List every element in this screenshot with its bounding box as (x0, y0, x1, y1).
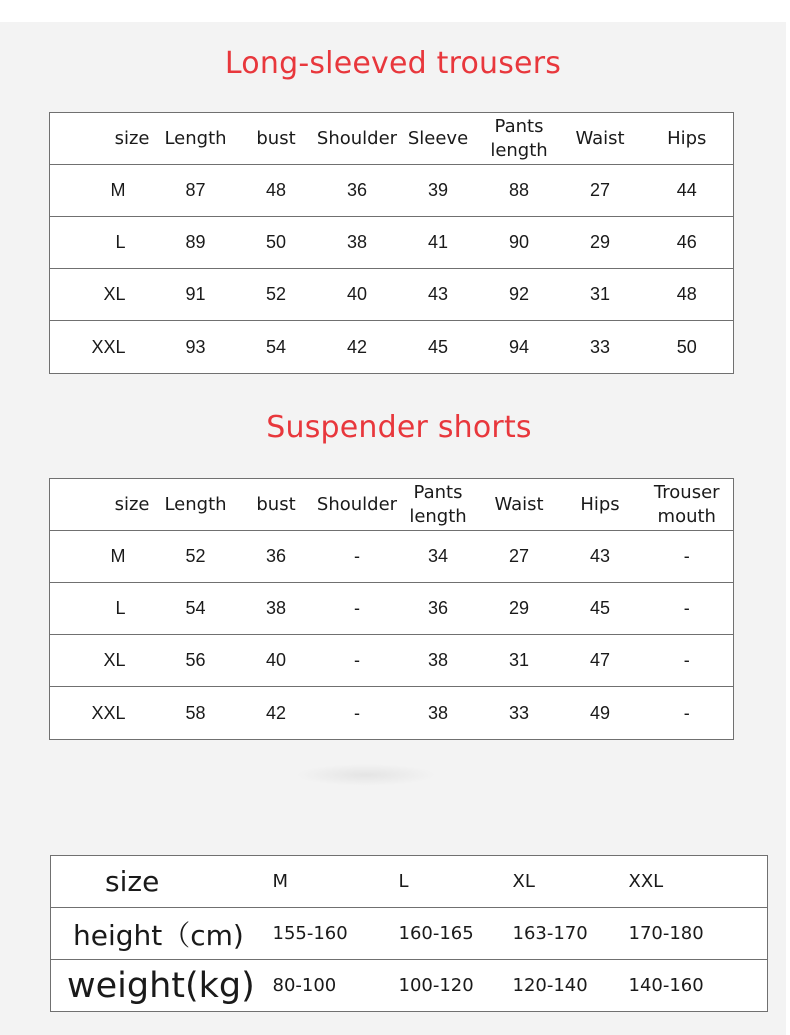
measurement-cell: 40 (317, 269, 398, 321)
shorts-title: Suspender shorts (266, 410, 532, 445)
measurement-cell: 43 (560, 531, 641, 583)
fit-label-size: size (51, 856, 273, 908)
header-pants-length (479, 113, 560, 165)
measurement-cell: 92 (479, 269, 560, 321)
size-cell: XXL (50, 687, 156, 740)
measurement-cell: 50 (236, 217, 317, 269)
measurement-cell: 52 (236, 269, 317, 321)
fit-label-weight: weight(kg) (51, 960, 273, 1012)
measurement-cell: 91 (156, 269, 236, 321)
header-bust: bust (236, 479, 317, 531)
table-row (50, 583, 734, 635)
shorts-body (50, 531, 734, 740)
measurement-cell: 94 (479, 321, 560, 374)
measurement-cell: 54 (156, 583, 236, 635)
size-cell: XL (50, 635, 156, 687)
size-cell: XXL (50, 321, 156, 374)
header-shoulder: Shoulder (317, 479, 398, 531)
table-row (50, 635, 734, 687)
header-trouser-mouth-text: Trouser mouth (653, 481, 720, 527)
table-row (50, 217, 734, 269)
measurement-cell: 38 (398, 635, 479, 687)
table-header-row (50, 113, 734, 165)
fit-weight-xl: 120-140 (513, 960, 629, 1012)
measurement-cell: - (317, 635, 398, 687)
header-hips: Hips (641, 113, 734, 165)
measurement-cell: 49 (560, 687, 641, 740)
table-header-row (50, 479, 734, 531)
header-waist: Waist (479, 479, 560, 531)
fit-weight-l: 100-120 (399, 960, 513, 1012)
trousers-size-table (49, 112, 734, 374)
measurement-cell: - (317, 531, 398, 583)
header-pants-length-text: Pants length (409, 481, 467, 527)
header-hips: Hips (560, 479, 641, 531)
measurement-cell: 88 (479, 165, 560, 217)
header-pants-length-text: Pants length (490, 115, 548, 161)
fit-size-xl: XL (513, 856, 629, 908)
table-row (50, 531, 734, 583)
fit-size-l: L (399, 856, 513, 908)
measurement-cell: 27 (560, 165, 641, 217)
measurement-cell: 44 (641, 165, 734, 217)
measurement-cell: 48 (236, 165, 317, 217)
fit-height-xl: 163-170 (513, 908, 629, 960)
measurement-cell: - (641, 531, 734, 583)
measurement-cell: 36 (317, 165, 398, 217)
table-row (50, 165, 734, 217)
measurement-cell: 42 (236, 687, 317, 740)
measurement-cell: 42 (317, 321, 398, 374)
measurement-cell: 41 (398, 217, 479, 269)
measurement-cell: - (641, 687, 734, 740)
measurement-cell: - (317, 687, 398, 740)
measurement-cell: 29 (560, 217, 641, 269)
measurement-cell: 48 (641, 269, 734, 321)
measurement-cell: 34 (398, 531, 479, 583)
measurement-cell: 33 (479, 687, 560, 740)
trousers-title: Long-sleeved trousers (224, 46, 562, 81)
fit-row-size (51, 856, 768, 908)
table-row (50, 687, 734, 740)
blurred-watermark (296, 764, 436, 786)
measurement-cell: 29 (479, 583, 560, 635)
measurement-cell: - (317, 583, 398, 635)
measurement-cell: 45 (398, 321, 479, 374)
size-cell: M (50, 165, 156, 217)
table-row (50, 269, 734, 321)
measurement-cell: 89 (156, 217, 236, 269)
measurement-cell: 38 (317, 217, 398, 269)
shorts-size-table (49, 478, 734, 740)
header-size: size (50, 479, 156, 531)
size-cell: L (50, 217, 156, 269)
header-waist: Waist (560, 113, 641, 165)
measurement-cell: 50 (641, 321, 734, 374)
fit-row-weight (51, 960, 768, 1012)
measurement-cell: 58 (156, 687, 236, 740)
fit-weight-m: 80-100 (273, 960, 399, 1012)
measurement-cell: 52 (156, 531, 236, 583)
header-size: size (50, 113, 156, 165)
fit-height-xxl: 170-180 (629, 908, 768, 960)
measurement-cell: - (641, 635, 734, 687)
measurement-cell: 31 (479, 635, 560, 687)
size-cell: XL (50, 269, 156, 321)
trousers-body (50, 165, 734, 374)
size-cell: M (50, 531, 156, 583)
measurement-cell: 31 (560, 269, 641, 321)
fit-label-height: height（cm) (51, 908, 273, 960)
table-row (50, 321, 734, 374)
measurement-cell: 33 (560, 321, 641, 374)
measurement-cell: 38 (398, 687, 479, 740)
header-trouser-mouth (641, 479, 734, 531)
measurement-cell: 39 (398, 165, 479, 217)
header-pants-length (398, 479, 479, 531)
measurement-cell: 47 (560, 635, 641, 687)
measurement-cell: 40 (236, 635, 317, 687)
header-sleeve: Sleeve (398, 113, 479, 165)
measurement-cell: 36 (398, 583, 479, 635)
measurement-cell: 36 (236, 531, 317, 583)
measurement-cell: 45 (560, 583, 641, 635)
header-length: Length (156, 113, 236, 165)
measurement-cell: - (641, 583, 734, 635)
measurement-cell: 90 (479, 217, 560, 269)
measurement-cell: 43 (398, 269, 479, 321)
fit-height-l: 160-165 (399, 908, 513, 960)
fit-weight-xxl: 140-160 (629, 960, 768, 1012)
measurement-cell: 93 (156, 321, 236, 374)
measurement-cell: 46 (641, 217, 734, 269)
measurement-cell: 56 (156, 635, 236, 687)
measurement-cell: 38 (236, 583, 317, 635)
header-shoulder: Shoulder (317, 113, 398, 165)
measurement-cell: 87 (156, 165, 236, 217)
size-cell: L (50, 583, 156, 635)
fit-size-m: M (273, 856, 399, 908)
measurement-cell: 54 (236, 321, 317, 374)
measurement-cell: 27 (479, 531, 560, 583)
fit-size-xxl: XXL (629, 856, 768, 908)
fit-row-height (51, 908, 768, 960)
header-length: Length (156, 479, 236, 531)
header-bust: bust (236, 113, 317, 165)
fit-height-m: 155-160 (273, 908, 399, 960)
fit-guide-table (50, 855, 768, 1012)
